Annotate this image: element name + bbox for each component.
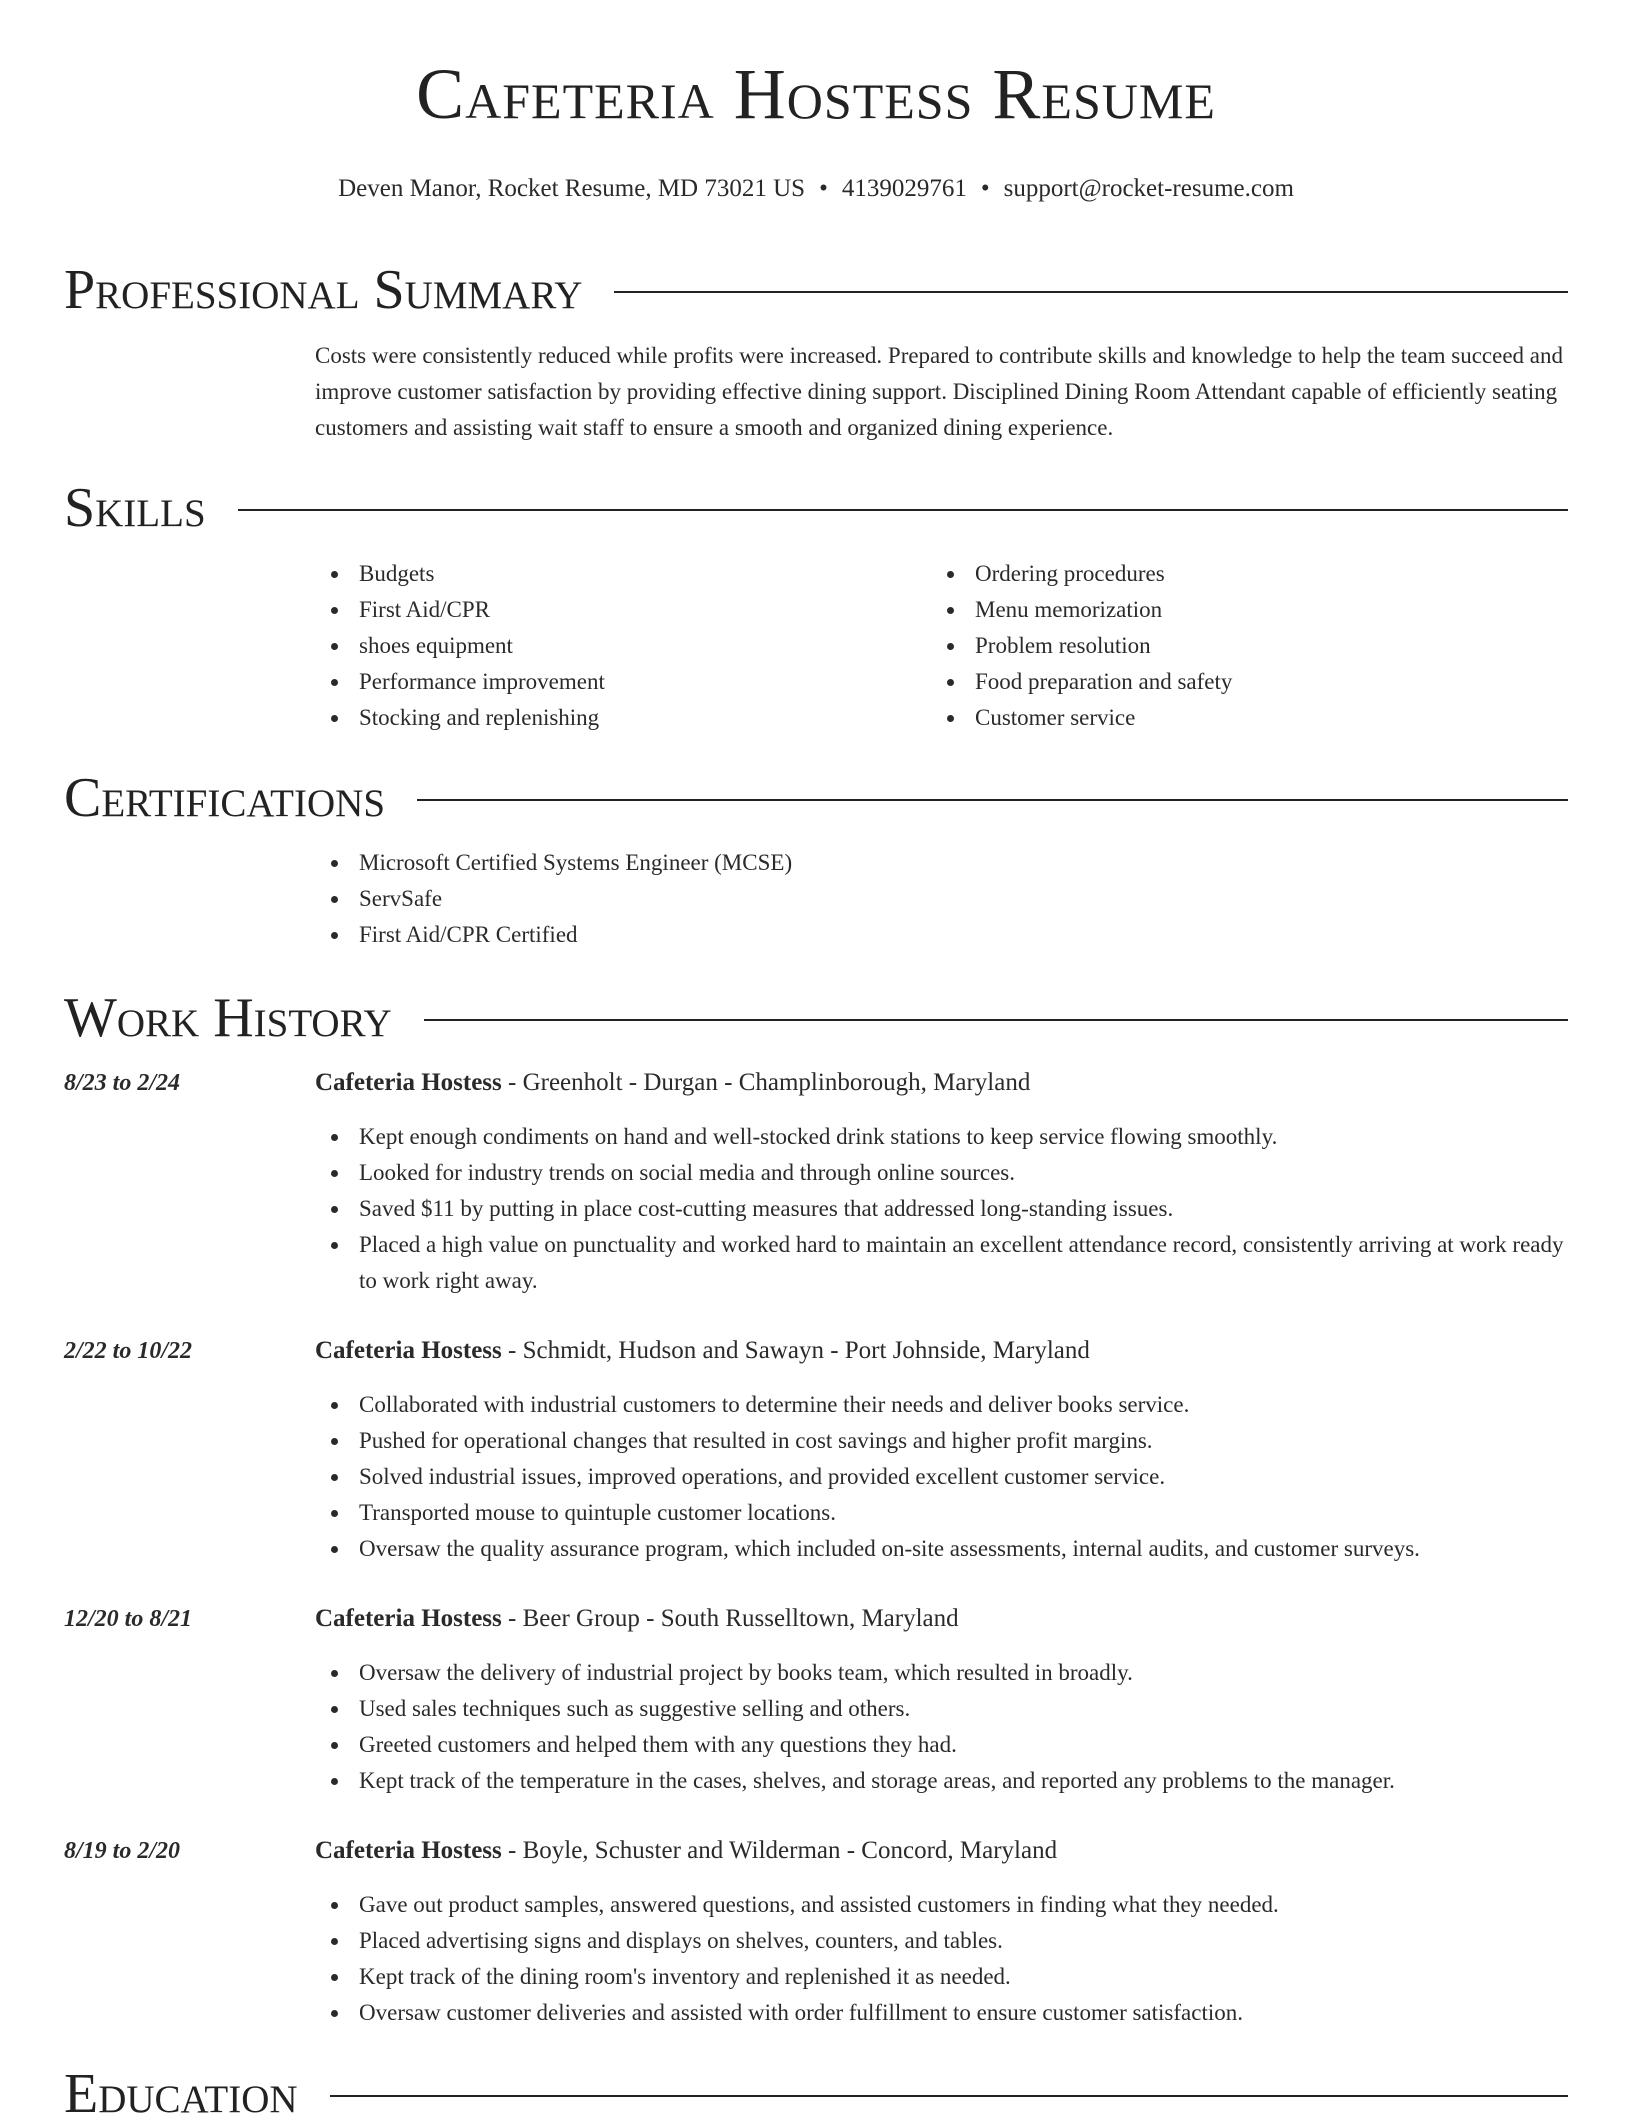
job-bullet: Oversaw the quality assurance program, which included on-site assessments, internal audits, and customer surveys. <box>315 1531 1568 1567</box>
skill-item: Ordering procedures <box>931 556 1531 592</box>
skill-item: Performance improvement <box>315 664 915 700</box>
job-title: Cafeteria Hostess <box>315 1605 502 1632</box>
job-title-line <box>315 1069 1030 1097</box>
section-heading: Skills <box>64 477 206 539</box>
section-education-header <box>64 2063 1568 2125</box>
job-dates: 12/20 to 8/21 <box>64 1606 193 1632</box>
section-divider <box>330 2095 1568 2097</box>
section-work-header <box>64 987 1568 1049</box>
job-bullet: Placed advertising signs and displays on shelves, counters, and tables. <box>315 1923 1568 1959</box>
section-heading: Professional Summary <box>64 259 583 321</box>
job-title-line <box>315 1337 1090 1365</box>
skill-item: Customer service <box>931 700 1531 736</box>
certification-item: First Aid/CPR Certified <box>315 917 1568 953</box>
summary-text: Costs were consistently reduced while profits were increased. Prepared to contribute skills and knowledge to help the team succeed and improve customer satisfaction by providing effective dining support. Disciplined Dining Room Attendant capable of efficiently seating customers and assisting wait staff to ensure a smooth and organized dining experience. <box>315 343 1563 440</box>
job-employer: - Greenholt - Durgan - Champlinborough, Maryland <box>501 1069 1031 1096</box>
job-bullet: Pushed for operational changes that resulted in cost savings and higher profit margins. <box>315 1423 1568 1459</box>
job-dates: 8/19 to 2/20 <box>64 1838 181 1864</box>
job-bullet: Collaborated with industrial customers to determine their needs and deliver books service. <box>315 1387 1568 1423</box>
section-divider <box>238 509 1568 511</box>
certification-item: Microsoft Certified Systems Engineer (MCSE) <box>315 845 1568 881</box>
job-bullets <box>315 1887 1568 2031</box>
section-summary-header <box>64 259 1568 321</box>
job-bullet: Transported mouse to quintuple customer locations. <box>315 1495 1568 1531</box>
job-employer: - Schmidt, Hudson and Sawayn - Port Johnside, Maryland <box>501 1337 1090 1364</box>
section-divider <box>417 799 1568 801</box>
job-employer: - Boyle, Schuster and Wilderman - Concord, Maryland <box>501 1837 1058 1864</box>
contact-address: Deven Manor, Rocket Resume, MD 73021 US <box>338 175 806 202</box>
section-heading: Education <box>64 2063 298 2125</box>
job-title: Cafeteria Hostess <box>315 1069 502 1096</box>
section-heading: Certifications <box>64 767 386 829</box>
job-title-line <box>315 1605 959 1633</box>
skills-list-left <box>315 556 915 736</box>
skill-item: Budgets <box>315 556 915 592</box>
section-skills-header <box>64 477 1568 539</box>
job-bullet: Gave out product samples, answered questions, and assisted customers in finding what they needed. <box>315 1887 1568 1923</box>
job-employer: - Beer Group - South Russelltown, Maryland <box>501 1605 959 1632</box>
job-bullets <box>315 1387 1568 1567</box>
job-bullet: Oversaw the delivery of industrial project by books team, which resulted in broadly. <box>315 1655 1568 1691</box>
job-title: Cafeteria Hostess <box>315 1337 502 1364</box>
job-bullet: Kept enough condiments on hand and well-stocked drink stations to keep service flowing smoothly. <box>315 1119 1568 1155</box>
job-dates: 2/22 to 10/22 <box>64 1338 193 1364</box>
contact-line <box>64 175 1568 203</box>
skill-item: shoes equipment <box>315 628 915 664</box>
job-bullet: Used sales techniques such as suggestive selling and others. <box>315 1691 1568 1727</box>
skill-item: First Aid/CPR <box>315 592 915 628</box>
resume-title: Cafeteria Hostess Resume <box>416 54 1216 134</box>
certification-item: ServSafe <box>315 881 1568 917</box>
skill-item: Stocking and replenishing <box>315 700 915 736</box>
job-bullet: Kept track of the temperature in the cases, shelves, and storage areas, and reported any problems to the manager. <box>315 1763 1568 1799</box>
contact-email: support@rocket-resume.com <box>1003 175 1294 202</box>
contact-phone: 4139029761 <box>841 175 967 202</box>
contact-separator: • <box>980 175 990 202</box>
job-title: Cafeteria Hostess <box>315 1837 502 1864</box>
skill-item: Food preparation and safety <box>931 664 1531 700</box>
job-bullet: Greeted customers and helped them with any questions they had. <box>315 1727 1568 1763</box>
section-heading: Work History <box>64 987 392 1049</box>
job-title-line <box>315 1837 1057 1865</box>
skill-item: Menu memorization <box>931 592 1531 628</box>
job-bullet: Looked for industry trends on social media and through online sources. <box>315 1155 1568 1191</box>
job-bullet: Kept track of the dining room's inventory and replenished it as needed. <box>315 1959 1568 1995</box>
job-bullet: Placed a high value on punctuality and worked hard to maintain an excellent attendance record, consistently arriving at work ready to work right away. <box>315 1227 1568 1299</box>
section-certifications-header <box>64 767 1568 829</box>
job-bullet: Oversaw customer deliveries and assisted with order fulfillment to ensure customer satisfaction. <box>315 1995 1568 2031</box>
certifications-list <box>315 845 1568 953</box>
job-dates: 8/23 to 2/24 <box>64 1070 181 1096</box>
contact-separator: • <box>819 175 828 202</box>
job-bullets <box>315 1119 1568 1299</box>
section-divider <box>614 291 1568 293</box>
job-bullet: Saved $11 by putting in place cost-cutting measures that addressed long-standing issues. <box>315 1191 1568 1227</box>
skills-list-right <box>931 556 1531 736</box>
job-bullets <box>315 1655 1568 1799</box>
section-divider <box>424 1019 1568 1021</box>
skill-item: Problem resolution <box>931 628 1531 664</box>
job-bullet: Solved industrial issues, improved operations, and provided excellent customer service. <box>315 1459 1568 1495</box>
